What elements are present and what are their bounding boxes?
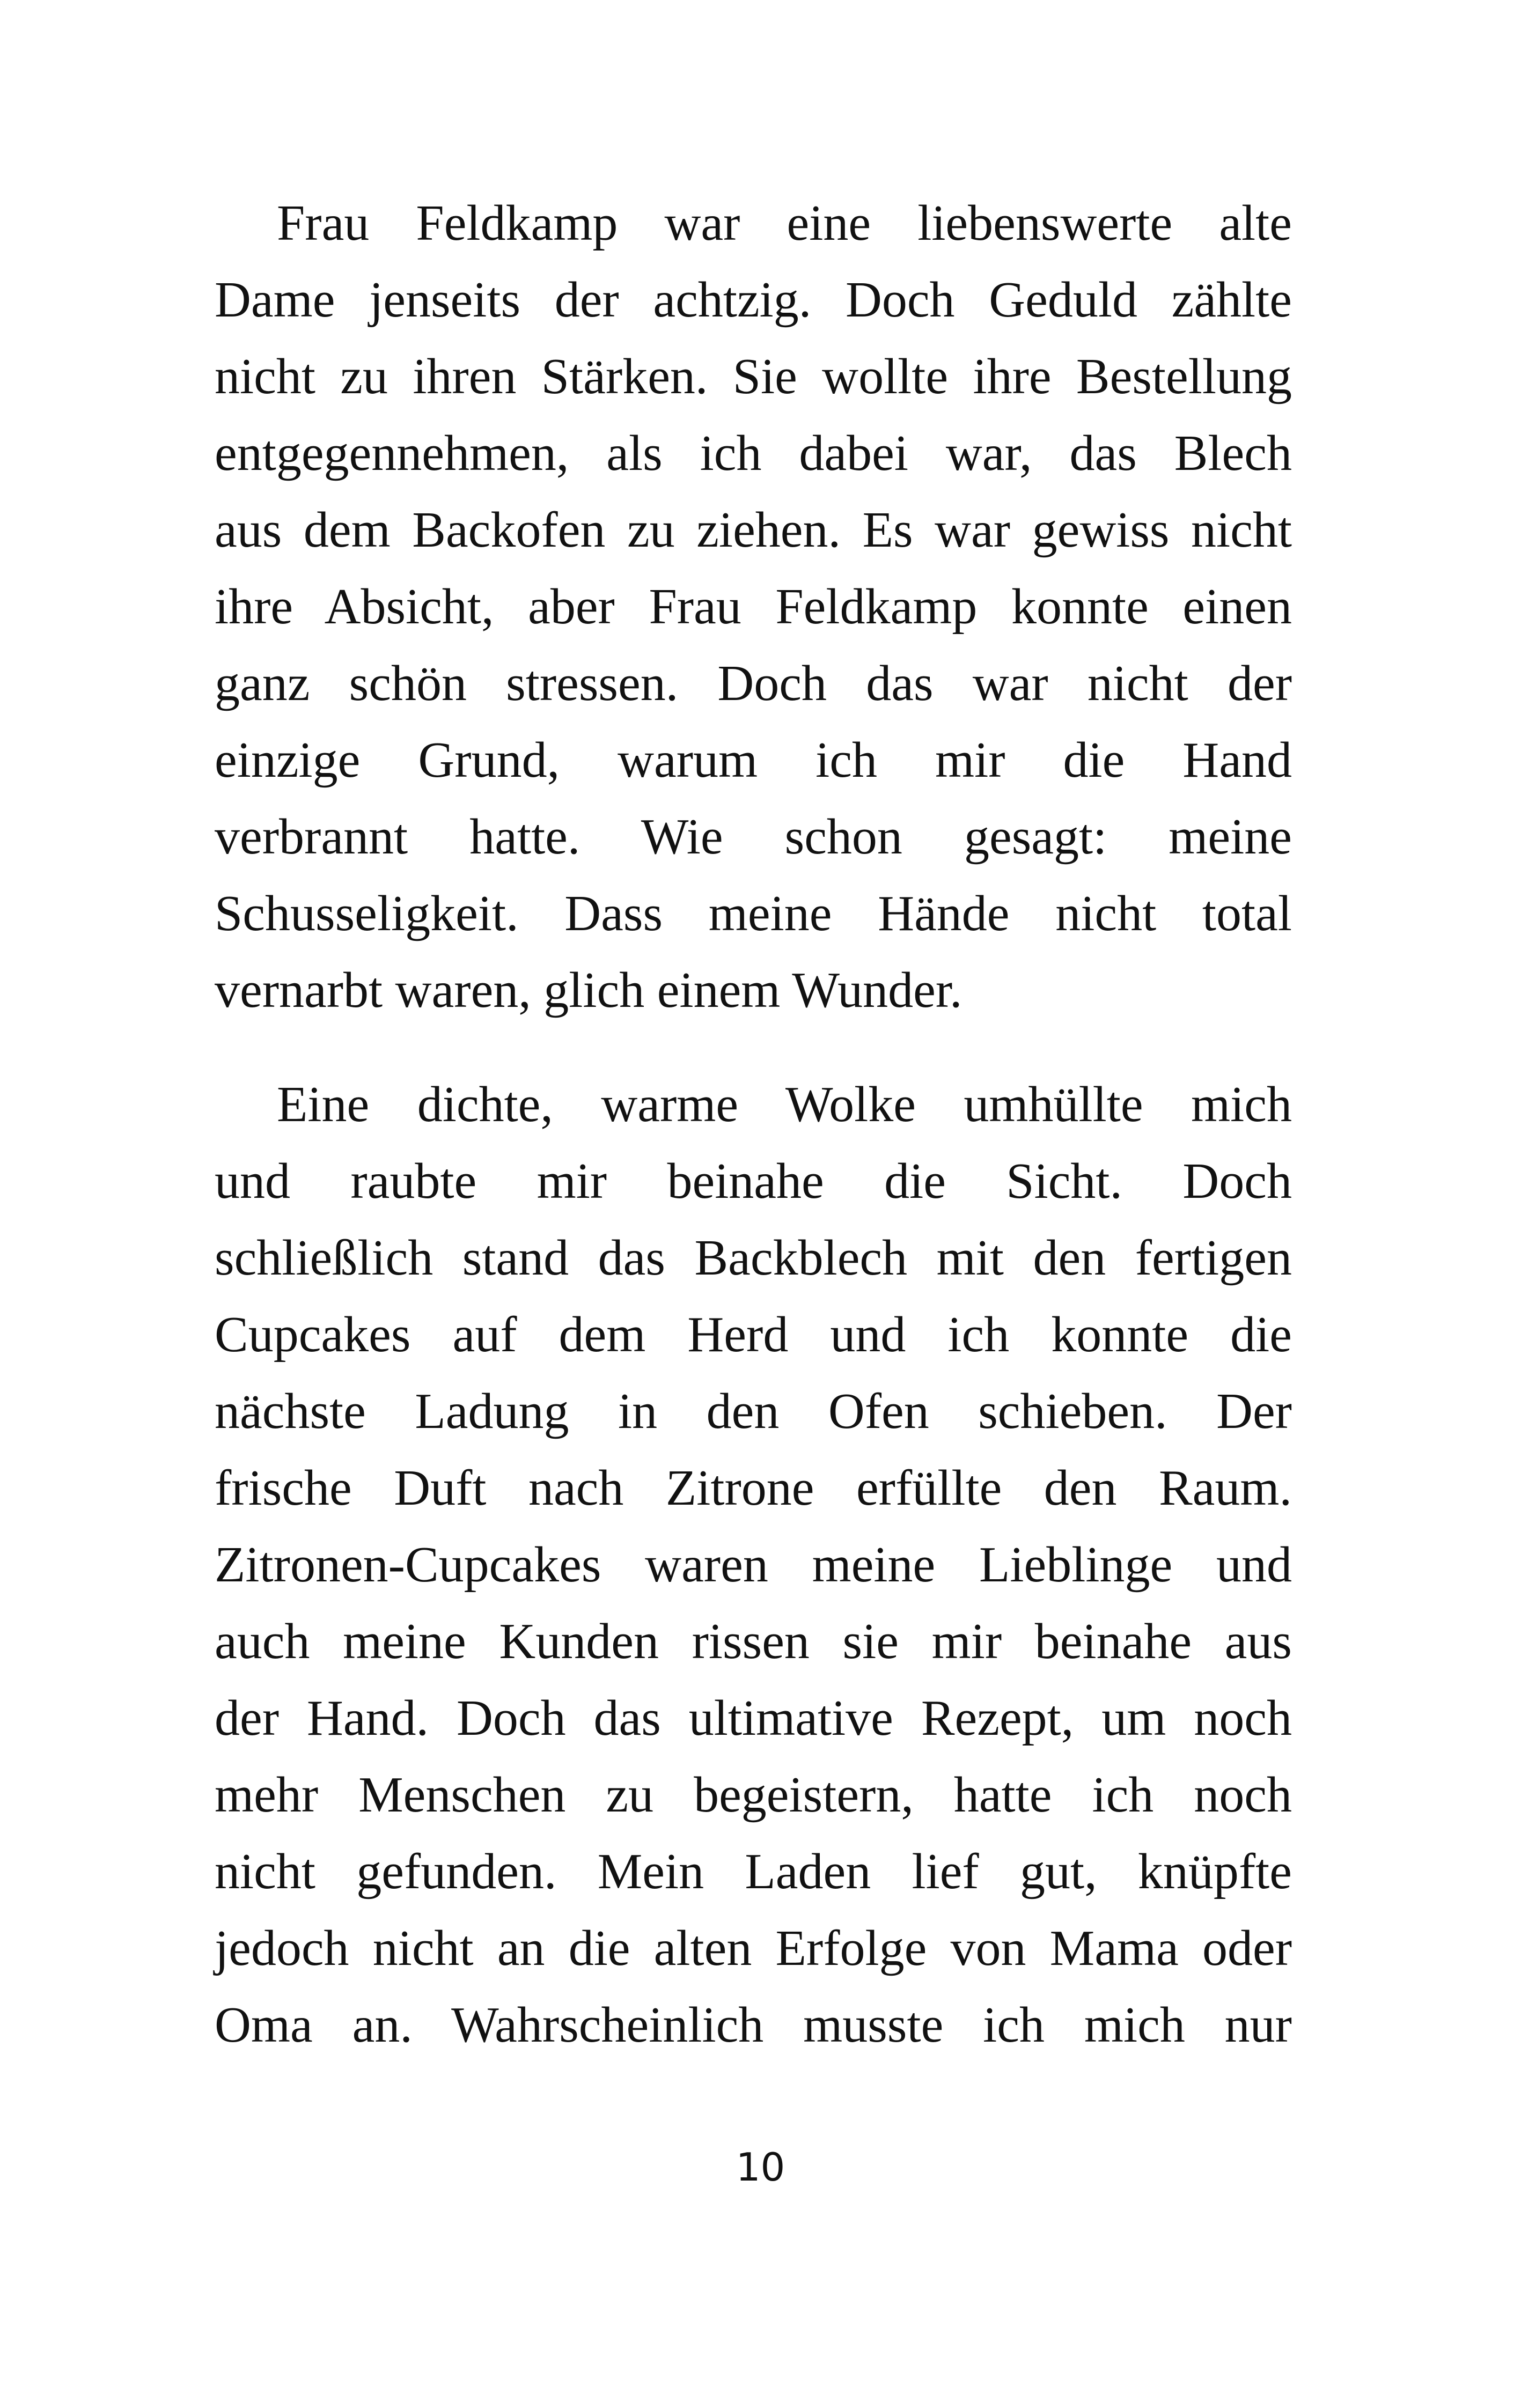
- text-line: nächste Ladung in den Ofen schieben. Der: [215, 1383, 1292, 1439]
- text-line: vernarbt waren, glich einem Wunder.: [215, 962, 962, 1018]
- paragraph-2: [215, 1066, 1292, 2064]
- text-line: Schusseligkeit. Dass meine Hände nicht total: [215, 886, 1292, 941]
- text-line: der Hand. Doch das ultimative Rezept, um noch: [215, 1690, 1292, 1746]
- text-line: und raubte mir beinahe die Sicht. Doch: [215, 1153, 1292, 1209]
- text-line: nicht gefunden. Mein Laden lief gut, knüpfte: [215, 1844, 1292, 1899]
- text-line: Cupcakes auf dem Herd und ich konnte die: [215, 1307, 1292, 1363]
- text-line: Oma an. Wahrscheinlich musste ich mich nur: [215, 1997, 1292, 2053]
- body-text: [215, 185, 1292, 2064]
- paragraph-gap: [215, 1029, 1292, 1066]
- text-line: jedoch nicht an die alten Erfolge von Mama oder: [215, 1920, 1292, 1976]
- text-line: verbrannt hatte. Wie schon gesagt: meine: [215, 809, 1292, 865]
- text-line: nicht zu ihren Stärken. Sie wollte ihre Bestellung: [215, 349, 1292, 404]
- text-line: einzige Grund, warum ich mir die Hand: [215, 732, 1292, 788]
- text-line: auch meine Kunden rissen sie mir beinahe aus: [215, 1614, 1292, 1669]
- page-number: 10: [736, 2145, 785, 2190]
- paragraph-1: [215, 185, 1292, 1029]
- text-line: Dame jenseits der achtzig. Doch Geduld zählte: [215, 272, 1292, 328]
- text-line: schließlich stand das Backblech mit den fertigen: [215, 1230, 1292, 1286]
- text-line: entgegennehmen, als ich dabei war, das Blech: [215, 425, 1292, 481]
- text-line: Frau Feldkamp war eine liebenswerte alte: [277, 195, 1292, 251]
- text-line: ihre Absicht, aber Frau Feldkamp konnte einen: [215, 579, 1292, 635]
- text-line: frische Duft nach Zitrone erfüllte den Raum.: [215, 1460, 1292, 1516]
- text-line: Zitronen-Cupcakes waren meine Lieblinge und: [215, 1537, 1292, 1593]
- text-line: ganz schön stressen. Doch das war nicht der: [215, 656, 1292, 711]
- text-line: mehr Menschen zu begeistern, hatte ich noch: [215, 1767, 1292, 1823]
- text-line: Eine dichte, warme Wolke umhüllte mich: [277, 1077, 1292, 1132]
- text-line: aus dem Backofen zu ziehen. Es war gewiss nicht: [215, 502, 1292, 558]
